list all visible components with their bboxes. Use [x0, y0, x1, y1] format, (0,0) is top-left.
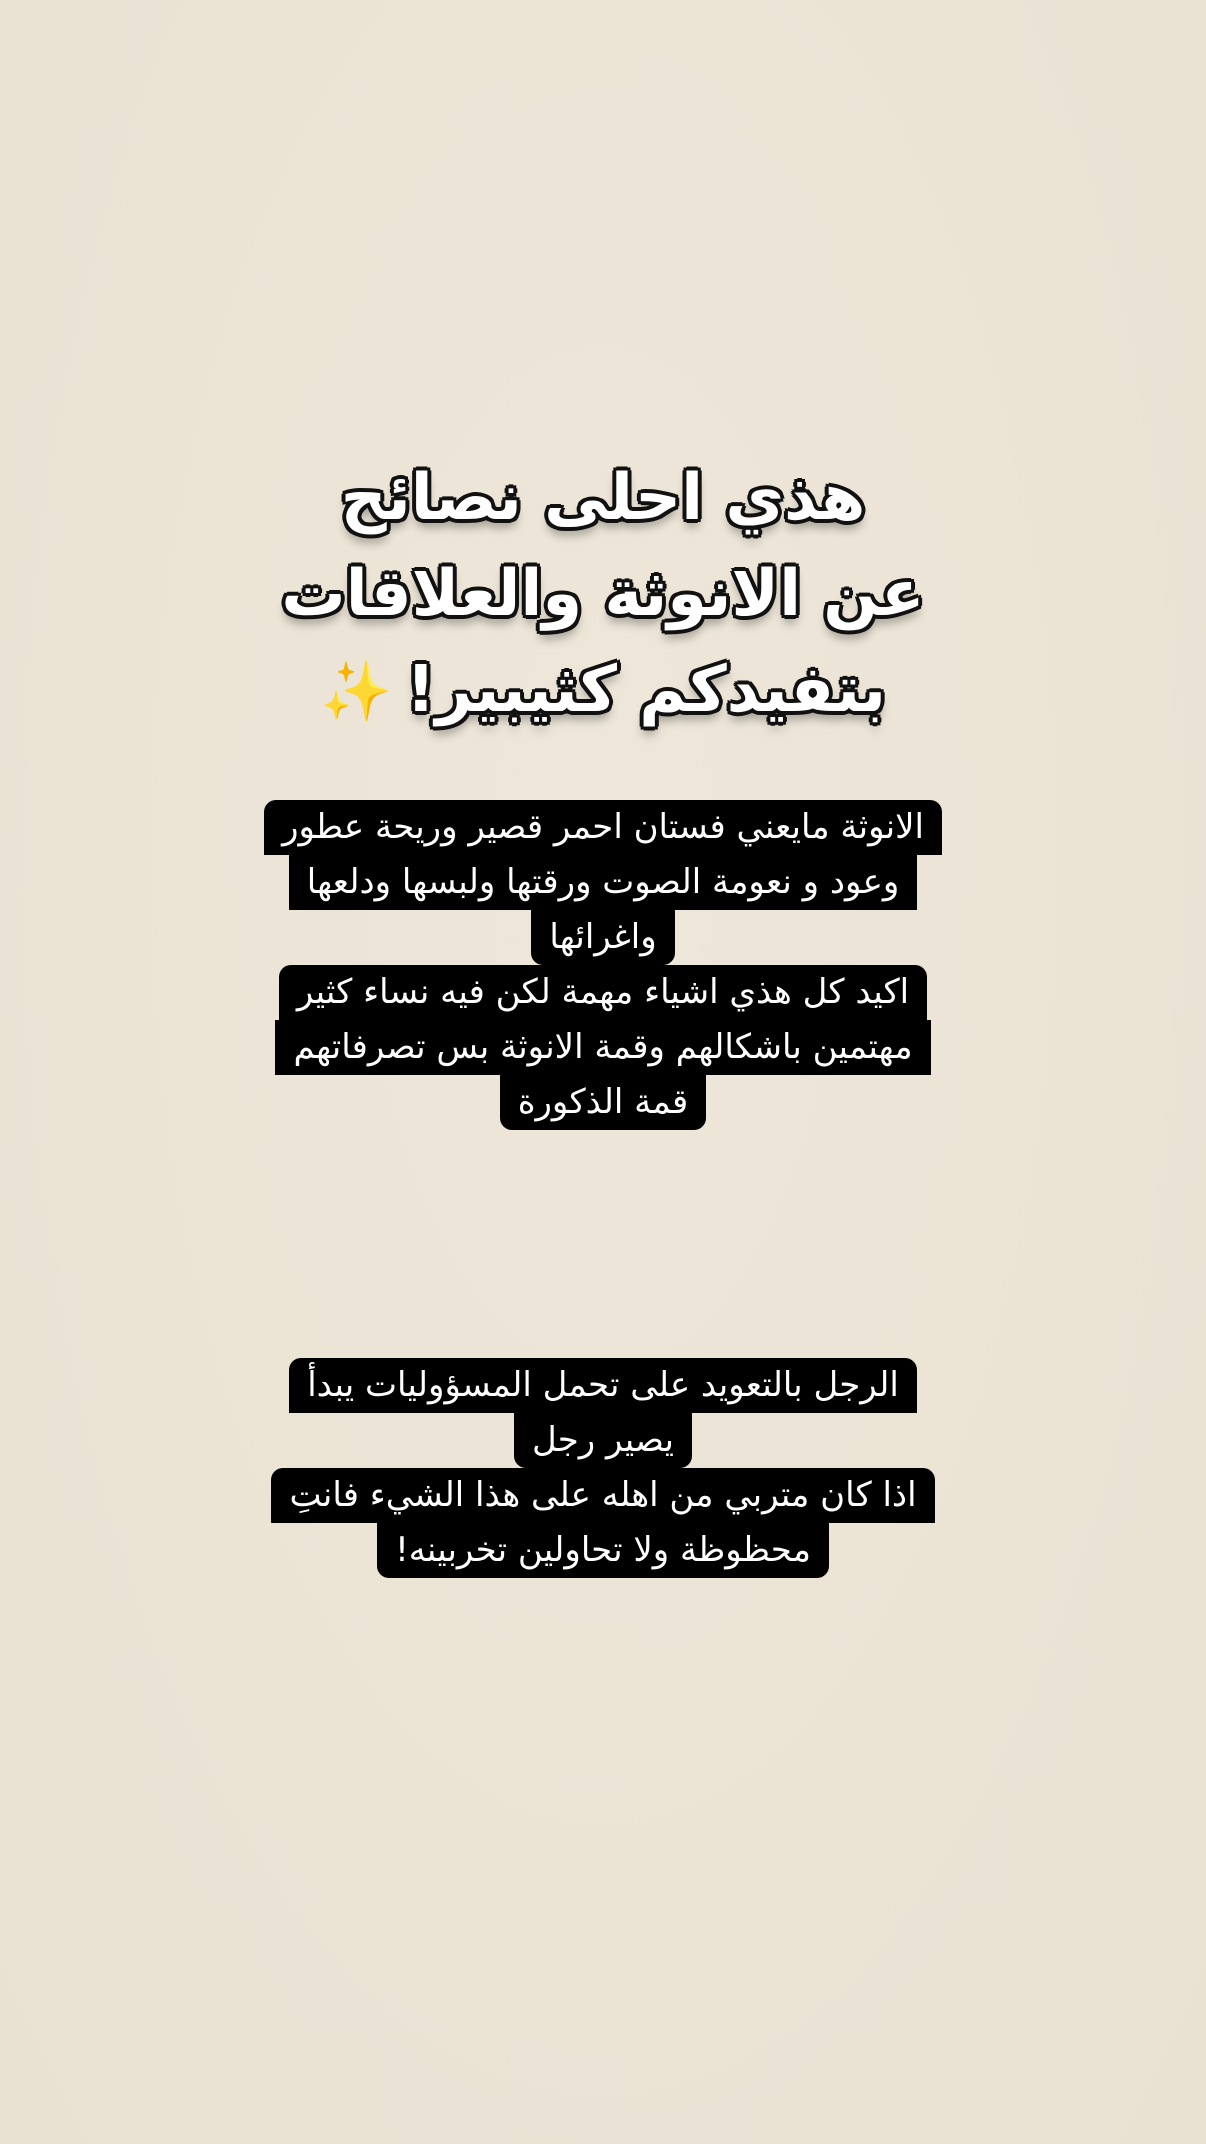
caption-line: قمة الذكورة	[500, 1075, 707, 1130]
caption-line: وعود و نعومة الصوت ورقتها ولبسها ودلعها	[289, 855, 918, 910]
caption-line: اكيد كل هذي اشياء مهمة لكن فيه نساء كثير	[279, 965, 927, 1020]
caption-line: مهتمين باشكالهم وقمة الانوثة بس تصرفاتهم	[275, 1020, 930, 1075]
caption-line: محظوظة ولا تحاولين تخربينه!	[377, 1523, 829, 1578]
story-title	[0, 450, 1206, 739]
caption-line: الانوثة مايعني فستان احمر قصير وريحة عطور	[264, 800, 942, 855]
caption-block-2	[0, 1358, 1206, 1578]
caption-line: الرجل بالتعويد على تحمل المسؤوليات يبدأ	[289, 1358, 917, 1413]
title-line-3-text: بتفيدكم كثيبير!	[406, 653, 886, 727]
caption-line: يصير رجل	[514, 1413, 692, 1468]
title-line-2: عن الانوثة والعلاقات	[281, 557, 925, 631]
title-line-1: هذي احلى نصائح	[340, 461, 866, 535]
title-line-3	[0, 642, 1206, 739]
caption-block-1	[0, 800, 1206, 1130]
caption-line: اذا كان متربي من اهله على هذا الشيء فانتِ	[271, 1468, 934, 1523]
sparkles-icon: ✨	[320, 657, 393, 725]
caption-line: واغرائها	[531, 910, 674, 965]
